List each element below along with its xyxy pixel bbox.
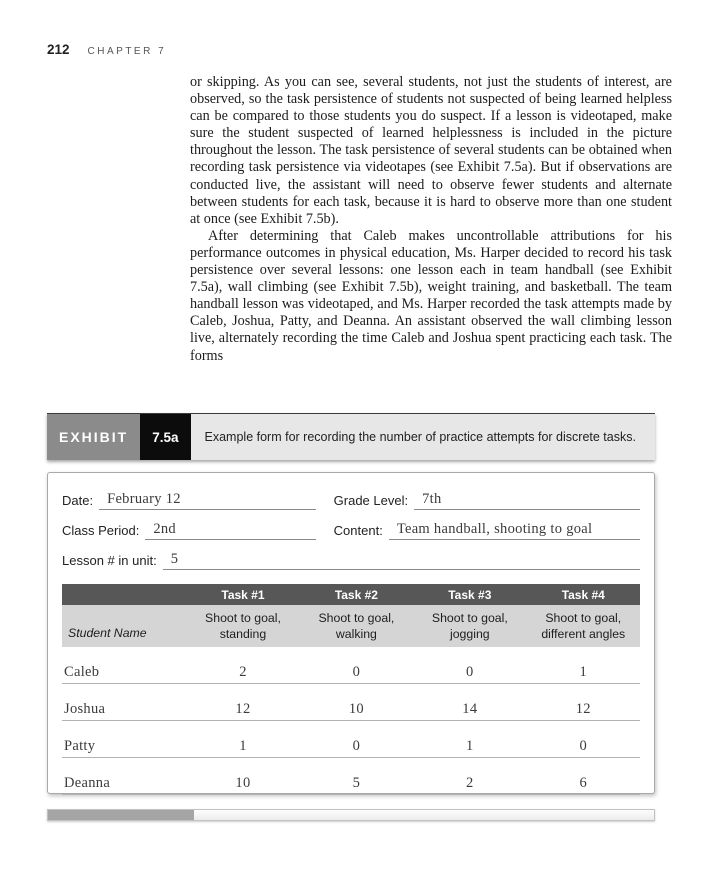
body-text-column <box>190 74 672 365</box>
task4-description: Shoot to goal, different angles <box>527 605 640 647</box>
task4-header: Task #4 <box>527 584 640 605</box>
exhibit-banner <box>47 413 655 460</box>
field-class-period <box>62 520 334 540</box>
cell-value: 0 <box>352 664 361 681</box>
form-row-3 <box>62 550 640 570</box>
exhibit-caption: Example form for recording the number of practice attempts for discrete tasks. <box>191 414 655 460</box>
cell-value: 6 <box>579 775 588 792</box>
field-content <box>334 520 640 540</box>
cell-value: 2 <box>466 775 474 792</box>
task1-header: Task #1 <box>186 584 299 605</box>
content-label: Content: <box>333 523 383 538</box>
cell-value: 10 <box>348 701 364 718</box>
divider-dark-segment <box>48 810 194 820</box>
bottom-divider-bar <box>47 809 655 821</box>
form-row-2 <box>62 520 640 540</box>
student-name: Deanna <box>64 775 111 792</box>
content-value: Team handball, shooting to goal <box>396 521 593 537</box>
student-name: Joshua <box>64 701 106 718</box>
cell-value: 14 <box>462 701 478 718</box>
cell-value: 1 <box>579 664 588 681</box>
cell-value: 10 <box>235 775 251 792</box>
exhibit-label: EXHIBIT <box>47 414 140 460</box>
header-spacer-cell <box>62 584 186 605</box>
page-number: 212 <box>47 42 70 57</box>
body-paragraph-1: or skipping. As you can see, several students, not just the students of interest, are observed, so the task persistence of students not suspected of being learned helpless can be compared to those students you do suspect. If a lesson is videotaped, make sure the student suspected of learned helplessness is included in the picture throughout the lesson. The task persistence of several students can be obtained when recording task persistence via videotapes (see Exhibit 7.5a). But if observations are conducted live, the assistant will need to observe fewer students and alternate between students for each task, because it is hard to observe more than one student at once (see Exhibit 7.5b). <box>190 74 672 227</box>
table-row-joshua <box>62 684 640 721</box>
lesson-number-value: 5 <box>170 551 179 567</box>
class-period-label: Class Period: <box>62 523 140 538</box>
table-row-patty <box>62 721 640 758</box>
field-grade-level <box>334 490 640 510</box>
date-value: February 12 <box>107 491 181 507</box>
table-header-row <box>62 584 640 605</box>
body-paragraph-2: After determining that Caleb makes uncontrollable attributions for his performance outcomes in physical education, Ms. Harper decided to record his task persistence over several lessons: one lesson each in team handball (see Exhibit 7.5a), wall climbing (see Exhibit 7.5b), weight training, and basketball. The team handball lesson was videotaped, and Ms. Harper recorded the task attempts made by Caleb, Joshua, Patty, and Deanna. An assistant observed the wall climbing lesson live, alternately recording the time Caleb and Joshua spent practicing each task. The forms <box>190 227 672 364</box>
task2-description: Shoot to goal, walking <box>300 605 413 647</box>
task3-header: Task #3 <box>413 584 526 605</box>
field-date <box>62 490 334 510</box>
table-row-deanna <box>62 758 640 795</box>
lesson-number-underline <box>163 550 640 570</box>
cell-value: 12 <box>575 701 591 718</box>
cell-value: 2 <box>239 664 247 681</box>
class-period-underline <box>145 520 315 540</box>
cell-value: 0 <box>352 738 361 755</box>
cell-value: 0 <box>579 738 588 755</box>
chapter-label: CHAPTER 7 <box>87 46 167 57</box>
cell-value: 1 <box>466 738 474 755</box>
field-lesson-number <box>62 550 640 570</box>
cell-value: 1 <box>239 738 247 755</box>
grade-level-label: Grade Level: <box>333 493 409 508</box>
cell-value: 0 <box>466 664 474 681</box>
content-underline <box>389 520 640 540</box>
table-subheader-row <box>62 605 640 647</box>
form-row-1 <box>62 490 640 510</box>
grade-level-value: 7th <box>422 491 442 507</box>
class-period-value: 2nd <box>153 521 176 537</box>
divider-light-segment <box>194 810 654 820</box>
attempts-table <box>62 584 640 647</box>
task1-description: Shoot to goal, standing <box>186 605 299 647</box>
student-name: Patty <box>64 738 96 755</box>
date-underline <box>99 490 316 510</box>
student-name: Caleb <box>64 664 100 681</box>
running-head <box>47 42 166 57</box>
task3-description: Shoot to goal, jogging <box>413 605 526 647</box>
grade-level-underline <box>414 490 640 510</box>
cell-value: 5 <box>352 775 361 792</box>
task2-header: Task #2 <box>300 584 413 605</box>
exhibit-number: 7.5a <box>140 414 190 460</box>
date-label: Date: <box>62 493 94 508</box>
recording-form <box>47 472 655 794</box>
lesson-number-label: Lesson # in unit: <box>62 553 157 568</box>
student-name-header: Student Name <box>62 605 186 647</box>
table-row-caleb <box>62 647 640 684</box>
cell-value: 12 <box>235 701 251 718</box>
